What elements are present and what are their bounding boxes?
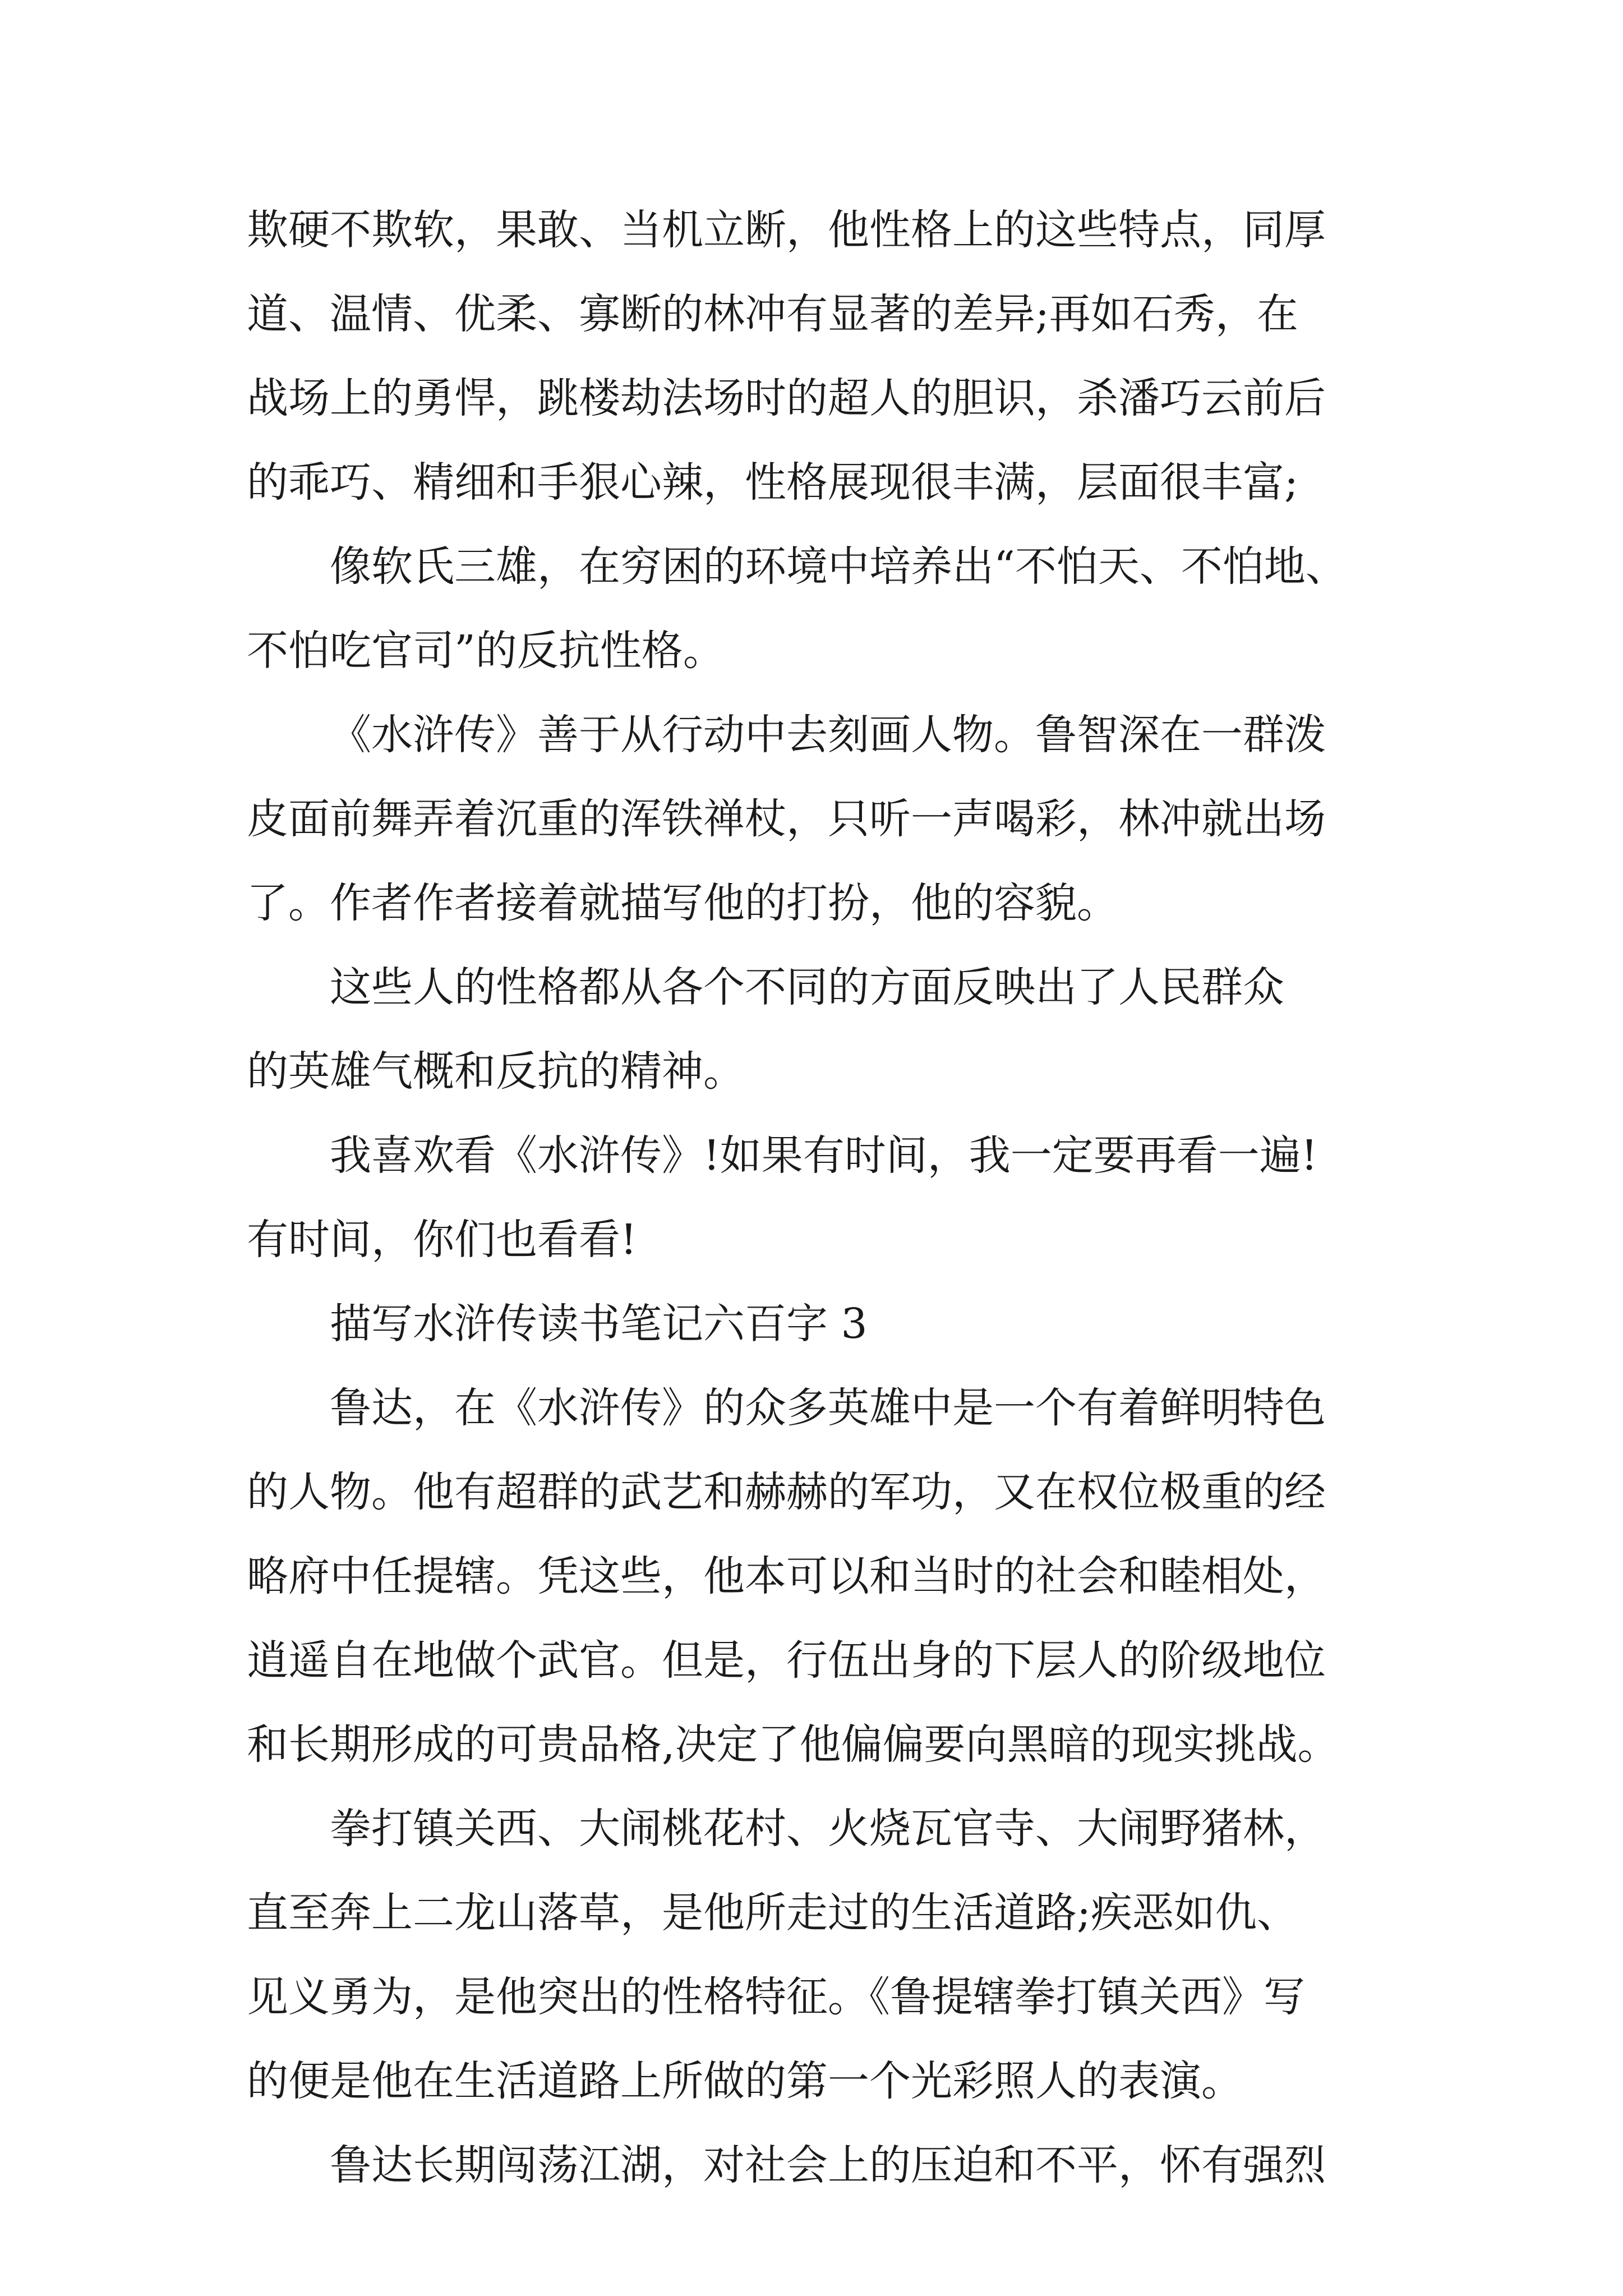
- document-page: [247, 188, 1413, 2207]
- paragraph-continued: 欺硬不欺软，果敢、当机立断，他性格上的这些特点，同厚 道、温情、优柔、寡断的林冲有显著的差异;再如石秀，在 战场上的勇悍，跳楼劫法场时的超人的胆识，杀潘巧云前后 的乖巧、精细和手狠心辣，性格展现很丰满，层面很丰富;: [247, 206, 1326, 507]
- paragraph-action-portrayal: 《水浒传》善于从行动中去刻画人物。鲁智深在一群泼 皮面前舞弄着沉重的浑铁禅杖，只听一声喝彩，林冲就出场 了。作者作者接着就描写他的打扮，他的容貌。: [247, 711, 1326, 927]
- paragraph-ruan-brothers: 像软氏三雄，在穷困的环境中培养出“不怕天、不怕地、 不怕吃官司”的反抗性格。: [247, 542, 1347, 675]
- paragraph-luda-intro: 鲁达，在《水浒传》的众多英雄中是一个有着鲜明特色 的人物。他有超群的武艺和赫赫的军功，又在权位极重的经 略府中任提辖。凭这些，他本可以和当时的社会和睦相处， 逍遥自在地做个武官。但是，行伍出身的下层人的阶级地位 和长期形成的可贵品格,决定了他偏偏要向黑暗的现实挑战。: [247, 1384, 1339, 1769]
- paragraph-like-reading: 我喜欢看《水浒传》!如果有时间，我一定要再看一遍! 有时间，你们也看看!: [247, 1131, 1318, 1264]
- paragraph-luda-deeds: 拳打镇关西、大闹桃花村、火烧瓦官寺、大闹野猪林， 直至奔上二龙山落草，是他所走过的生活道路;疾恶如仇、 见义勇为，是他突出的性格特征。《鲁提辖拳打镇关西》写 的便是他在生活道路上所做的第一个光彩照人的表演。: [247, 1805, 1326, 2105]
- paragraph-luda-jianghu: 鲁达长期闯荡江湖，对社会上的压迫和不平，怀有强烈: [330, 2141, 1326, 2189]
- paragraph-heroic-spirit: 这些人的性格都从各个不同的方面反映出了人民群众 的英雄气概和反抗的精神。: [247, 963, 1284, 1096]
- section-heading: 描写水浒传读书笔记六百字 3: [330, 1300, 868, 1348]
